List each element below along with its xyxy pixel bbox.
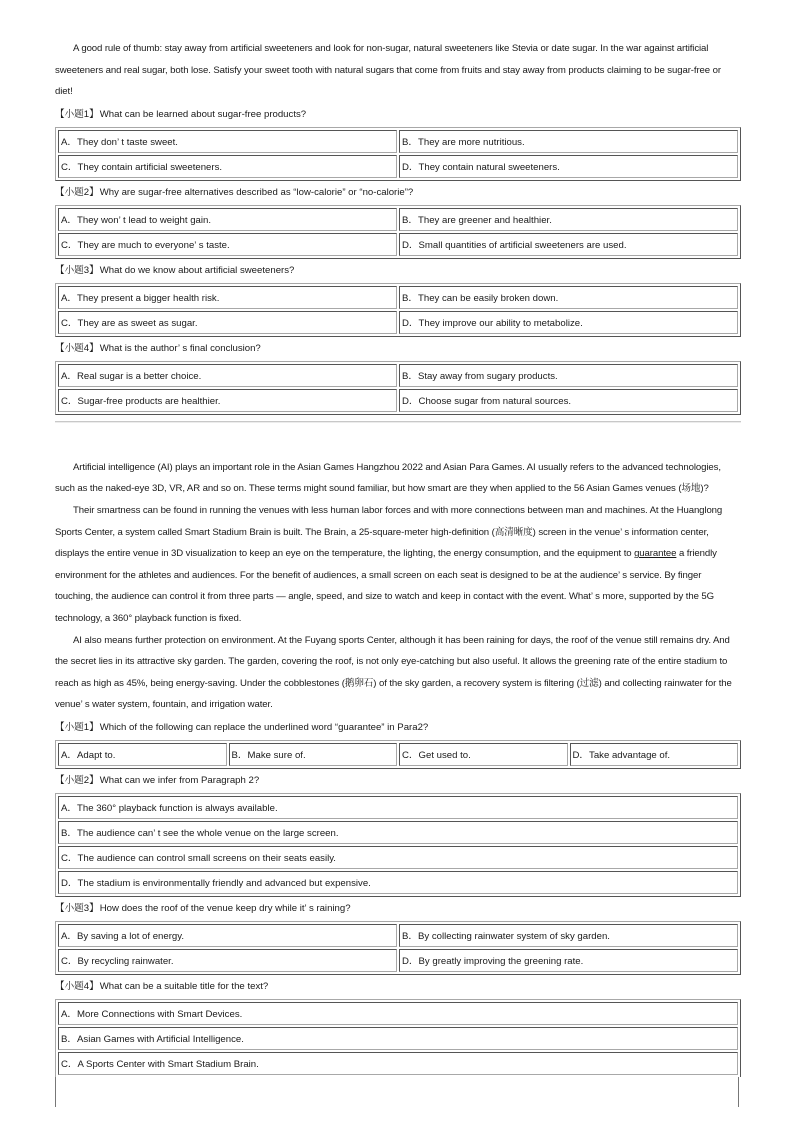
- option-c[interactable]: C．They contain artificial sweeteners.: [58, 155, 397, 178]
- options-table: [55, 283, 741, 337]
- options-table: [55, 793, 741, 897]
- option-b[interactable]: B．They can be easily broken down.: [399, 286, 738, 309]
- option-b[interactable]: B．By collecting rainwater system of sky garden.: [399, 924, 738, 947]
- option-a[interactable]: A．Adapt to.: [58, 743, 227, 766]
- question-number: 【小题1】: [55, 109, 99, 121]
- option-a[interactable]: A．They don’ t taste sweet.: [58, 130, 397, 153]
- question-text: How does the roof of the venue keep dry while it’ s raining?: [99, 903, 351, 915]
- passage-paragraph-2: Their smartness can be found in running the venues with less human labor forces and with more connections between man and machines. At the Huanglong Sports Center, a system called Smart Stadium Brain is built. The Brain, a 25-square-meter high-definition (高清晰度) screen in the venue’ s information center, displays the entire venue in 3D visualization to keep an eye on the temperature, the lighting, the energy consumption, and the equipment to guarantee a friendly environment for the athletes and audiences. For the benefit of audiences, a small screen on each seat is designed to be at the audience’ s service. By finger touching, the audience can control it from three parts — angle, speed, and size to watch and keep in contact with the event. What’ s more, supported by the 5G technology, a 360° playback function is fixed.: [55, 504, 723, 624]
- option-a[interactable]: A．Real sugar is a better choice.: [58, 364, 397, 387]
- passage-paragraph-3: AI also means further protection on environment. At the Fuyang sports Center, although it has been raining for days, the roof of the venue still remains dry. And the secret lies in its attractive sky garden. The garden, covering the roof, is not only eye-catching but also useful. It allows the greening rate of the entire stadium to reach as high as 45%, being energy-saving. Under the cobblestones (鹅卵石) of the sky garden, a recovery system is filtering (过滤) and collecting rainwater for the venue’ s water system, fountain, and irrigation water.: [55, 634, 732, 711]
- underlined-word: guarantee: [634, 548, 677, 560]
- options-table: [55, 740, 741, 769]
- option-c[interactable]: C．They are as sweet as sugar.: [58, 311, 397, 334]
- option-c[interactable]: C．The audience can control small screens on their seats easily.: [58, 846, 738, 869]
- option-d[interactable]: D．By greatly improving the greening rate.: [399, 949, 738, 972]
- option-c[interactable]: C．By recycling rainwater.: [58, 949, 397, 972]
- question-label: [55, 979, 741, 996]
- option-b[interactable]: B．They are greener and healthier.: [399, 208, 738, 231]
- option-d[interactable]: D．They improve our ability to metabolize.: [399, 311, 738, 334]
- question-number: 【小题4】: [55, 981, 99, 993]
- option-c[interactable]: C．A Sports Center with Smart Stadium Brain.: [58, 1052, 738, 1075]
- option-d[interactable]: D．Small quantities of artificial sweeteners are used.: [399, 233, 738, 256]
- option-c[interactable]: C．They are much to everyone’ s taste.: [58, 233, 397, 256]
- question-text: Which of the following can replace the underlined word “guarantee” in Para2?: [99, 722, 429, 734]
- question-number: 【小题3】: [55, 903, 99, 915]
- question-text: What can we infer from Paragraph 2?: [99, 775, 260, 787]
- question-text: What is the author’ s final conclusion?: [99, 343, 261, 355]
- options-table: [55, 921, 741, 975]
- question-number: 【小题1】: [55, 722, 99, 734]
- question-number: 【小题4】: [55, 343, 99, 355]
- question-text: Why are sugar-free alternatives described as “low-calorie” or “no-calorie”?: [99, 187, 414, 199]
- question-label: [55, 720, 741, 737]
- question-text: What do we know about artificial sweeteners?: [99, 265, 295, 277]
- option-a[interactable]: A．They present a bigger health risk.: [58, 286, 397, 309]
- question-label: [55, 341, 741, 358]
- options-table: [55, 999, 741, 1077]
- question-label: [55, 901, 741, 918]
- option-b[interactable]: B．Asian Games with Artificial Intelligence.: [58, 1027, 738, 1050]
- question-number: 【小题2】: [55, 775, 99, 787]
- question-number: 【小题3】: [55, 265, 99, 277]
- document-page: [55, 38, 741, 1107]
- question-text: What can be a suitable title for the text?: [99, 981, 269, 993]
- passage-paragraph: A good rule of thumb: stay away from artificial sweeteners and look for non-sugar, natural sweeteners like Stevia or date sugar. In the war against artificial sweeteners and real sugar, both lose. Satisfy your sweet tooth with natural sugars that come from fruits and stay away from products claiming to be sugar-free or diet!: [55, 43, 721, 98]
- question-label: [55, 263, 741, 280]
- option-a[interactable]: A．They won’ t lead to weight gain.: [58, 208, 397, 231]
- question-text: What can be learned about sugar-free products?: [99, 109, 307, 121]
- option-b[interactable]: B．The audience can’ t see the whole venue on the large screen.: [58, 821, 738, 844]
- option-a[interactable]: A．By saving a lot of energy.: [58, 924, 397, 947]
- option-a[interactable]: A．More Connections with Smart Devices.: [58, 1002, 738, 1025]
- option-d[interactable]: D．They contain natural sweeteners.: [399, 155, 738, 178]
- passage-paragraph-1: Artificial intelligence (AI) plays an important role in the Asian Games Hangzhou 2022 and Asian Para Games. AI usually refers to the advanced technologies, such as the naked-eye 3D, VR, AR and so on. These terms might sound familiar, but how smart are they when applied to the 56 Asian Games venues (场地)?: [55, 461, 721, 495]
- option-d[interactable]: D．The stadium is environmentally friendly and advanced but expensive.: [58, 871, 738, 894]
- options-table: [55, 127, 741, 181]
- option-c[interactable]: C．Get used to.: [399, 743, 568, 766]
- question-number: 【小题2】: [55, 187, 99, 199]
- question-label: [55, 107, 741, 124]
- option-b[interactable]: B．Stay away from sugary products.: [399, 364, 738, 387]
- question-label: [55, 185, 741, 202]
- option-b[interactable]: B．They are more nutritious.: [399, 130, 738, 153]
- options-table-continuation: [55, 1077, 739, 1107]
- question-label: [55, 773, 741, 790]
- option-d[interactable]: D．Take advantage of.: [570, 743, 739, 766]
- option-d[interactable]: D．Choose sugar from natural sources.: [399, 389, 738, 412]
- options-table: [55, 361, 741, 415]
- option-c[interactable]: C．Sugar-free products are healthier.: [58, 389, 397, 412]
- option-b[interactable]: B．Make sure of.: [229, 743, 398, 766]
- option-a[interactable]: A．The 360° playback function is always available.: [58, 796, 738, 819]
- options-table: [55, 205, 741, 259]
